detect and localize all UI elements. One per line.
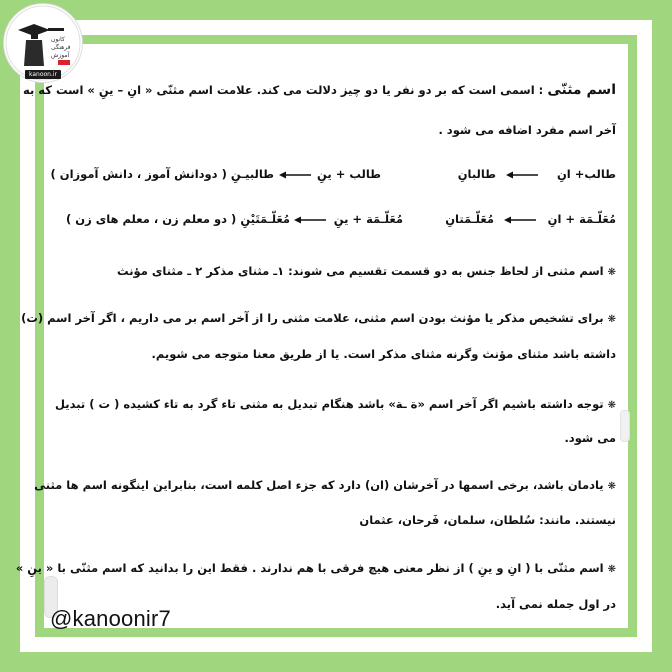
example1-base2: طالب + ینِ	[317, 167, 381, 181]
arrow-icon	[504, 212, 536, 226]
logo-text-1: کانون	[51, 36, 65, 43]
logo-text-2: فرهنگی	[51, 44, 71, 51]
example-row-1	[50, 167, 616, 187]
note3-text-1: یادمان باشد، برخی اسمها در آخرشان (ان) دارد که جزء اصل کلمه است، بنابراین اینگونه اسم ها مثنی	[34, 478, 604, 492]
example2-base: مُعَلّـمَة + انِ	[547, 212, 616, 226]
bullet-icon: ❋	[607, 400, 616, 411]
note2-line-2: می شود.	[564, 431, 616, 445]
definition-text: : اسمی است که بر دو نفر یا دو چیز دلالت می کند. علامت اسم مثنّی « انِ – ینِ » است که به	[23, 83, 544, 97]
example2-dual2: مُعَلّـمَتَیْنِ ( دو معلم زن ، معلم های زن )	[66, 212, 290, 226]
bullet-icon: ❋	[607, 267, 616, 278]
arrow-icon	[279, 167, 311, 181]
classification-text: اسم مثنی از لحاظ جنس به دو قسمت تقسیم می شوند: ١ـ مثنای مذکر ٢ ـ مثنای مؤنث	[117, 264, 604, 278]
note4-text-1: اسم مثنّی با ( انِ و ینِ ) از نظر معنی هیچ فرقی با هم ندارند . فقط این را بدانید که اسم مثنّی با « ینِ »	[15, 561, 604, 575]
note1-line-1	[21, 310, 616, 328]
note3-line-1	[34, 477, 616, 495]
definition-line-1	[23, 82, 616, 98]
note4-line-2: در اول جمله نمی آید.	[495, 597, 616, 611]
logo-text-3: آموزش	[51, 52, 70, 59]
note2-line-1	[55, 396, 616, 414]
bullet-icon: ❋	[607, 314, 616, 325]
arrow-icon	[506, 167, 538, 181]
example2-base2: مُعَلّـمَة + ینِ	[333, 212, 403, 226]
arrow-icon	[294, 212, 326, 226]
note4-line-1	[15, 560, 616, 578]
example1-dual: طالبانِ	[457, 167, 496, 181]
example-row-2	[60, 212, 616, 232]
classification-line	[60, 263, 616, 281]
lesson-title: اسم مثنّی	[547, 82, 616, 98]
bullet-icon: ❋	[607, 481, 616, 492]
channel-watermark: @kanoonir7	[50, 606, 171, 631]
side-handle[interactable]	[620, 410, 630, 442]
note1-line-2: داشته باشد مثنای مؤنث وگرنه مثنای مذکر است. یا از طریق معنا متوجه می شویم.	[151, 347, 616, 361]
note3-line-2: نیستند. مانند: سُلطان، سلمان، فَرحان، عثمان	[359, 513, 616, 527]
example1-dual2: طالبیـنِ ( دودانش آموز ، دانش آموزان )	[50, 167, 274, 181]
definition-line-2: آخر اسم مفرد اضافه می شود .	[438, 123, 616, 137]
note1-text-1: برای تشخیص مذکر یا مؤنث بودن اسم مثنی، علامت مثنی را از آخر اسم بر می داریم ، اگر آخر اسم (ت)	[21, 311, 604, 325]
logo-url: kanoon.ir	[25, 70, 61, 79]
bullet-icon: ❋	[607, 564, 616, 575]
example1-base: طالب+ انِ	[556, 167, 616, 181]
example2-dual: مُعَلّـمَتانِ	[445, 212, 494, 226]
note2-text-1: توجه داشته باشیم اگر آخر اسم «ة ـة» باشد هنگام تبدیل به مثنی تاء گرد به تاء کشیده ( ت ) تبدیل	[55, 397, 604, 411]
kanoon-logo	[4, 4, 82, 82]
